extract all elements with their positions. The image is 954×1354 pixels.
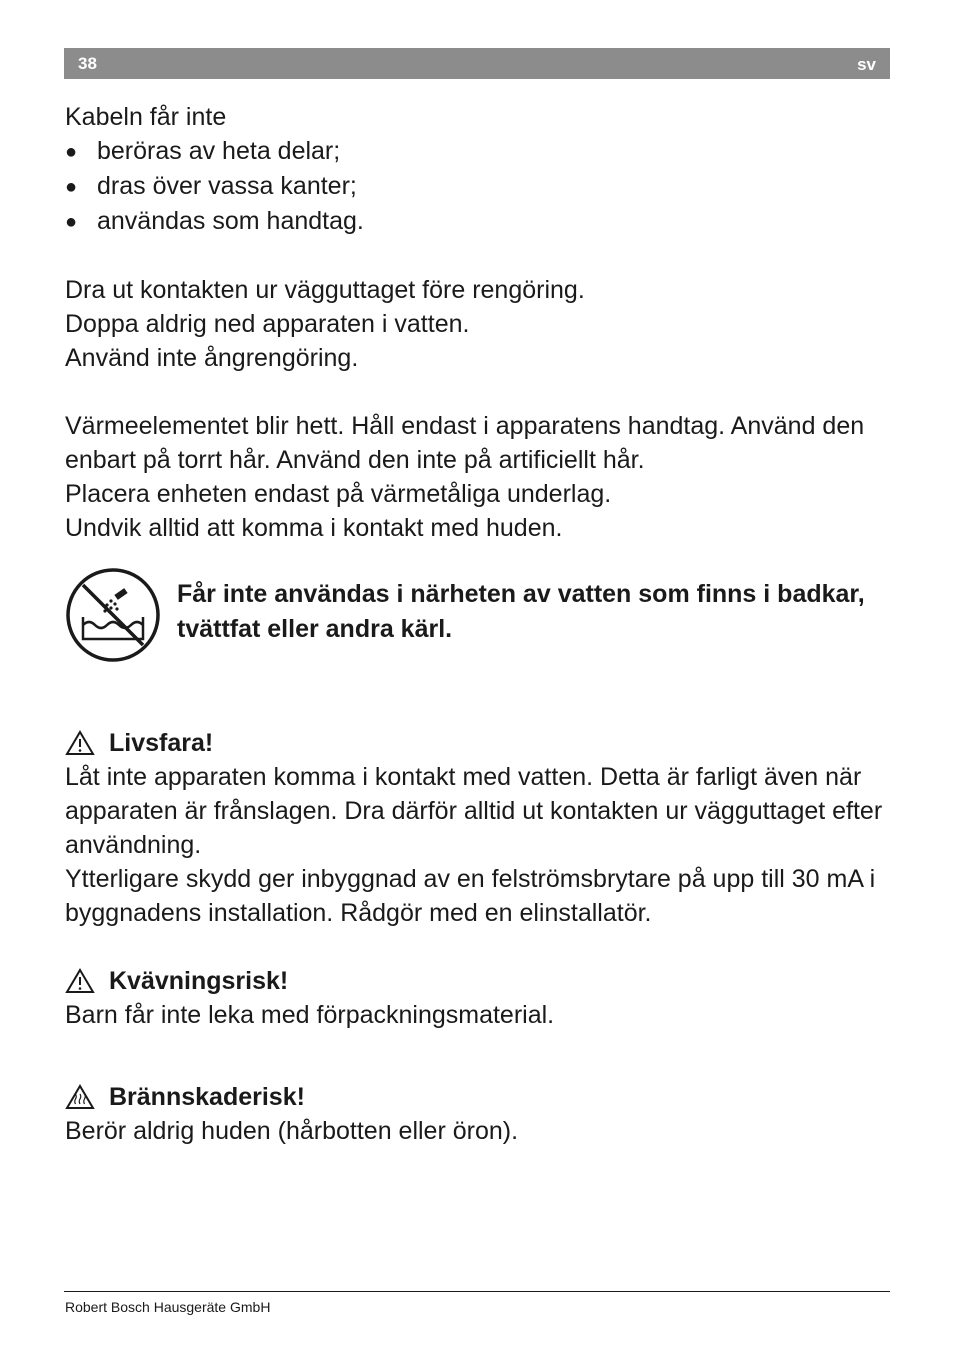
danger-paragraph: Ytterligare skydd ger inbyggnad av en felströmsbrytare på upp till 30 mA i byggnadens installation. Rådgör med en elinstallatör. — [65, 865, 876, 927]
burn-text: Berör aldrig huden (hårbotten eller öron). — [65, 1117, 519, 1145]
danger-heading: Livsfara! — [65, 726, 895, 760]
footer-divider — [64, 1291, 890, 1292]
hot-surface-warning-icon — [65, 1084, 95, 1110]
header-bar — [64, 48, 890, 79]
list-item: ● beröras av heta delar; — [65, 134, 895, 169]
warning-triangle-icon — [65, 968, 95, 994]
cable-intro: Kabeln får inte — [65, 103, 227, 131]
suffocation-text: Barn får inte leka med förpackningsmaterial. — [65, 1001, 555, 1029]
language-code: sv — [857, 55, 876, 74]
bullet-icon: ● — [65, 176, 78, 198]
no-water-icon — [65, 567, 161, 663]
cleaning-line: Använd inte ångrengöring. — [65, 344, 359, 372]
cleaning-line: Dra ut kontakten ur vägguttaget före rengöring. — [65, 276, 585, 304]
heat-line: Placera enheten endast på värmetåliga underlag. — [65, 480, 612, 508]
warning-triangle-icon — [65, 730, 95, 756]
heat-line: Undvik alltid att komma i kontakt med huden. — [65, 514, 563, 542]
bullet-icon: ● — [65, 141, 78, 163]
bullet-icon: ● — [65, 211, 78, 233]
page-content — [65, 100, 895, 1148]
list-item: ● användas som handtag. — [65, 204, 895, 239]
water-warning — [65, 567, 895, 667]
list-item: ● dras över vassa kanter; — [65, 169, 895, 204]
water-warning-text: Får inte användas i närheten av vatten som finns i badkar, tvättfat eller andra kärl. — [177, 580, 865, 643]
footer-company: Robert Bosch Hausgeräte GmbH — [65, 1299, 271, 1315]
cleaning-line: Doppa aldrig ned apparaten i vatten. — [65, 310, 470, 338]
suffocation-heading: Kvävningsrisk! — [65, 964, 895, 998]
page-number: 38 — [78, 54, 97, 73]
heat-paragraph: Värmeelementet blir hett. Håll endast i apparatens handtag. Använd den enbart på torrt hår. Använd den inte på artificiellt hår. — [65, 412, 865, 474]
burn-heading: Brännskaderisk! — [65, 1080, 895, 1114]
danger-paragraph: Låt inte apparaten komma i kontakt med vatten. Detta är farligt även när apparaten är frånslagen. Dra därför alltid ut kontakten ur vägguttaget efter användning. — [65, 763, 883, 859]
